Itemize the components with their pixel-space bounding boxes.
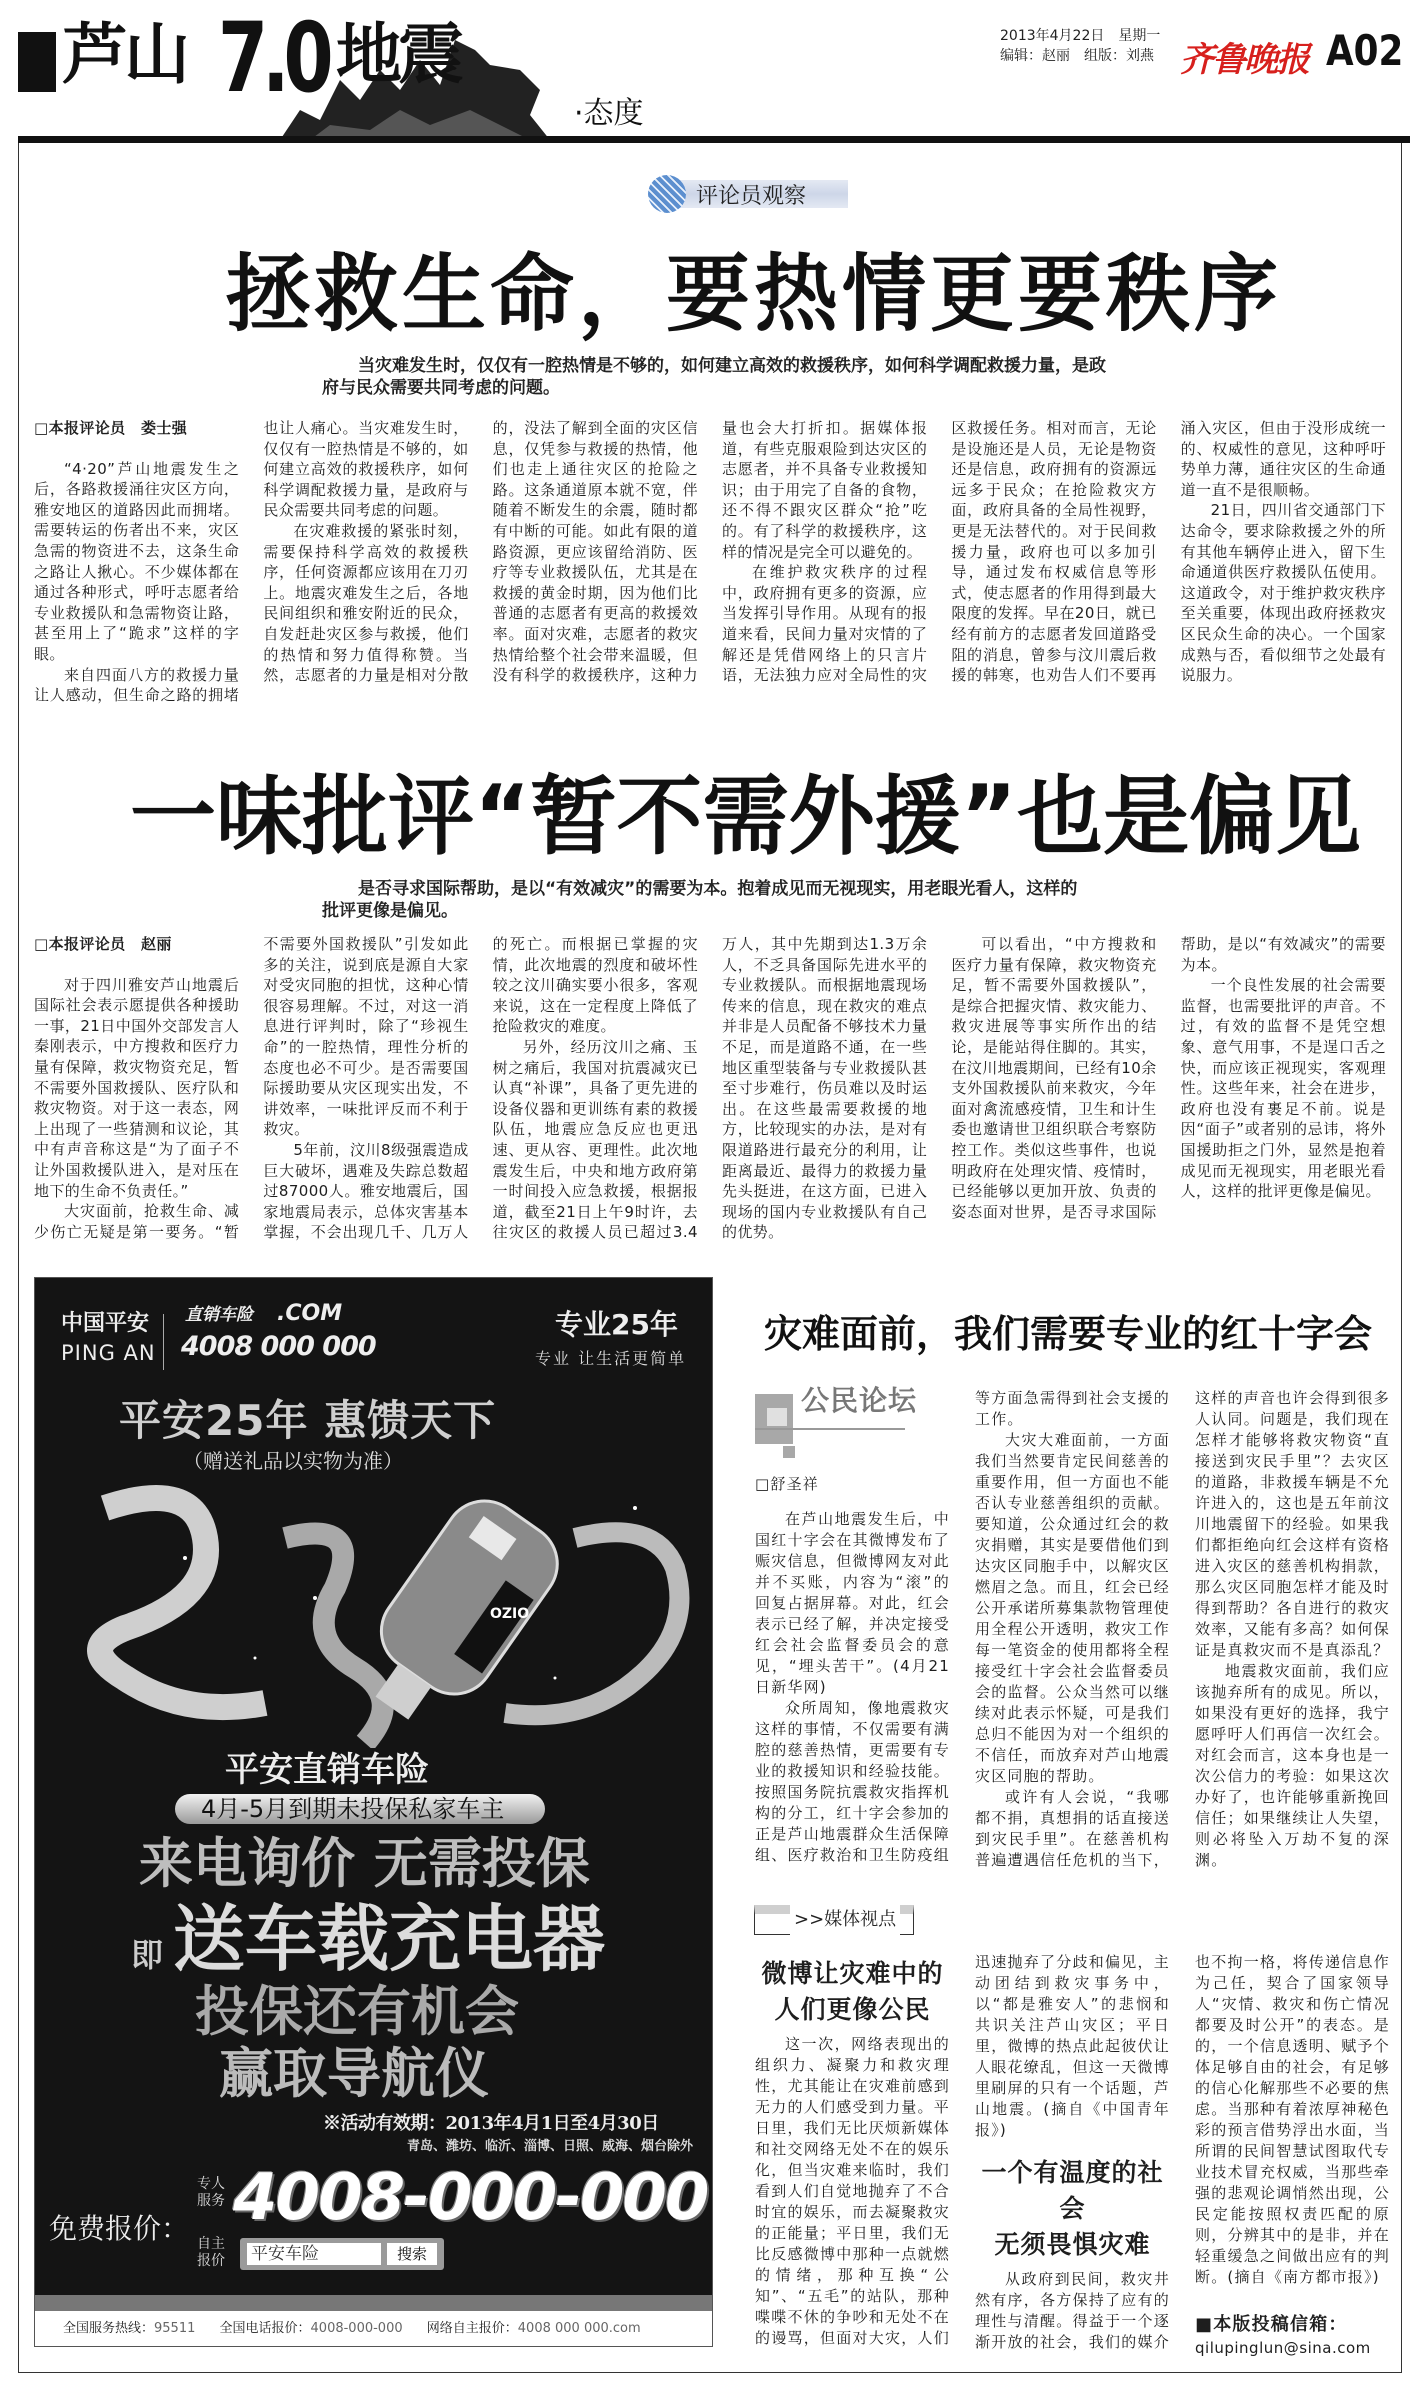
paragraph: 另外，经历汶川之痛、玉树之痛后，我国对抗震减灾已认真“补课”，具备了更先进的设备仪器和更训练有素的救援队伍，地震应急反应也更迅速、更从容、更理性。此次地震发生后，中央和地方政府第一时间投入应急救援，根据报道，截至21日上午9时许，去往灾区的救援人员已超过3.4万人，其中先期到达1.3万余人，不乏具备国际先进水平的专业救援队。而根据地震现场传来的信息，现在救灾的难点并非是人员配备不够技术力量不足，而是道路不通，在一些地区重型装备与专业救援队甚至寸步难行，伤员难以及时运出。在这些最需要救援的地方，比较现实的办法，是对有限道路进行最充分的利用，让距离最近、最得力的救援力量先头挺进，在这方面，已进入现场的国内专业救援队有自己的优势。 [492,935,928,1242]
media-item-title [975,2155,1170,2263]
article1-dek: 当灾难发生时，仅仅有一腔热情是不够的，如何建立高效的救援秩序，如何科学调配救援力量，是政府与民众需要共同考虑的问题。 [322,356,1106,398]
contact-email[interactable]: qilupinglun@sina.com [1195,2339,1371,2357]
redcross-byline: □舒圣祥 [755,1475,819,1493]
ad-line4: 赢取导航仪 [219,2042,489,2105]
paragraph: 可以看出，“中方搜救和医疗力量有保障，救灾物资充足，暂不需要外国救援队”，是综合把握灾情、救灾能力、救灾进展等事实所作出的结论，是能站得住脚的。其实，在汶川地震期间，已经有10余支外国救援队前来救灾，今年面对禽流感疫情，卫生和计生委也邀请世卫组织联合考察防控工作。类似这些事件，也说明政府在处理灾情、疫情时，已经能够以更加开放、负责的姿态面对世界，是否寻求国际帮助，是以“有效减灾”的需要为本。 [951,935,1386,1221]
logo-line [755,1428,905,1430]
title-line: 人们更像公民 [774,1995,931,2024]
issue-info [1000,26,1160,66]
article1-byline: □本报评论员 娄士强 [34,419,188,437]
ad-band [35,2295,713,2311]
ad-validity: ※活动有效期：2013年4月1日至4月30日 [323,2113,659,2134]
badge-label: 评论员观察 [696,183,807,209]
paragraph: 21日，四川省交通部门下达命令，要求除救援之外的所有其他车辆停止进入，留下生命通道供医疗救援队伍使用。这道政令，对于维护救灾秩序至关重要，体现出政府拯救灾区民众生命的决心。一个国家成熟与否，看似细节之处最有说服力。 [1180,501,1386,685]
column-label: 公民论坛 [801,1384,918,1417]
ad-line1: 来电询价 无需投保 [139,1832,590,1895]
paragraph: 对于四川雅安芦山地震后国际社会表示愿提供各种援助一事，21日中国外交部发言人秦刚表示，中方搜救和医疗力量有保障，救灾物资充足，暂不需要外国救援队、医疗队和救灾物资。对于这一表态，网上出现了一些猜测和议论，其中有声音称这是“为了面子不让外国救援队进入，是对压在地下的生命不负责任。” [34,975,240,1200]
title-line: 无须畏惧灾难 [994,2230,1151,2259]
media-item-text: 从政府到民间，救灾井然有序，各方保持了应有的理性与清醒。得益于一个逐渐开放的社会，我们的媒介也不拘一格，将传递信息作为己任，契合了国家领导人“灾情、救灾和伤亡情况都要及时公开”的表态。是的，一个信息透明、赋予个体足够自由的社会，有足够的信心化解那些不必要的焦虑。当那种有着浓厚神秘色彩的预言借势浮出水面，当所谓的民间智慧试图取代专业技术冒充权威，当那些牵强的悲观论调悄然出现，公民定能按照权责匹配的原则，分辨其中的是非，并在轻重缓急之间做出应有的判断。(摘自《南方都市报》) [975,1953,1390,2351]
page-number: A02 [1326,26,1404,75]
paragraph: 众所周知，像地震救灾这样的事情，不仅需要有满腔的慈善热情，更需要有专业的救援知识和经验技能。按照国务院抗震救灾指挥机构的分工，红十字会参加的正是芦山地震群众生活保障组、医疗救治和卫生防疫组等方面急需得到社会支援的工作。 [755,1389,1170,1864]
paragraph: 一个良性发展的社会需要监督，也需要批评的声音。不过，有效的监督不是凭空想象、意气用事，不是逞口舌之快，而应该正视现实，客观理性。这些年来，社会在进步，政府也没有裹足不前。说是因“面子”或者别的忌讳，将外国援助拒之门外，显然是抱着成见而无视现实，用老眼光看人，这样的批评更像是偏见。 [1180,976,1386,1201]
ad-self-quote-label: 自主报价 [197,2236,225,2269]
paragraph: 或许有人会说，“我哪都不捐，真想捐的话直接送到灾民手里”。在慈善机构普遍遭遇信任危机的当下，这样的声音也许会得到很多人认同。问题是，我们现在怎样才能够将救灾物资“直接送到灾民手里”？去灾区的道路，非救援车辆是不允许进入的，这也是五年前汶川地震留下的经验。如果我们都拒绝向红会这样有资格进入灾区的慈善机构捐款，那么灾区同胞怎样才能及时得到帮助？各自进行的救灾效率，又能有多高？如何保证是真救灾而不是真添乱？ [975,1389,1390,1869]
section-title-event: 地震 [336,16,460,93]
ad-pro-label: 专业25年 [555,1308,678,1341]
paragraph: 大灾面前，抢救生命、减少伤亡无疑是第一要务。“暂不需要外国救援队”引发如此多的关注，说到底是源自大家对受灾同胞的担忧，这种心情很容易理解。不过，对这一消息进行评判时，除了“珍视生命”的一腔热情，理性分析的态度也必不可少。是否需要国际援助要从灾区现实出发，不讲效率，一味批评反而不利于救灾。 [34,935,469,1241]
paragraph: 来自四面八方的救援力量让人感动，但生命之路的拥堵也让人痛心。当灾难发生时，仅仅有一腔热情是不够的，如何建立高效的救援秩序，如何科学调配救援力量，是政府与民众需要共同考虑的问题。 [34,419,469,705]
media-item-title [755,1956,950,2028]
article2-dek: 是否寻求国际帮助，是以“有效减灾”的需要为本。抱着成见而无视现实，用老眼光看人，这样的批评更像是偏见。 [322,879,1078,921]
newspaper-logo: 齐鲁晚报 [1180,40,1308,80]
ad-footer [35,2311,713,2347]
ad-product-name: 平安直销车险 [225,1750,429,1790]
ad-big-phone: 4008-000-000 [233,2161,708,2235]
ad-com-label: .COM [277,1301,343,1326]
contact-label: ■本版投稿信箱： [1195,2314,1348,2335]
ad-footer-value: 4008 000 000.com [517,2321,641,2336]
ad-logo-separator [163,1314,164,1370]
article1-body [34,418,1386,706]
ad-line3: 投保还有机会 [195,1980,519,2043]
ad-brand-cn: 中国平安 [61,1311,150,1336]
ad-service-label: 专人服务 [197,2176,225,2209]
editor-credit: 编辑：赵丽 组版：刘燕 [1000,48,1154,64]
paragraph: “4·20”芦山地震发生之后，各路救援涌往灾区方向，雅安地区的道路因此而拥堵。需要转运的伤者出不来，灾区急需的物资进不去，这条生命之路让人揪心。不少媒体都在通过各种形式，呼吁志愿者给专业救援队和急需物资让路，甚至用上了“跪求”这样的字眼。 [34,459,240,663]
ad-footer-label: 网络自主报价： [426,2321,518,2336]
pingan-advertisement [34,1277,713,2347]
redcross-headline: 灾难面前，我们需要专业的红十字会 [764,1312,1373,1356]
section-title-magnitude: 7.0 [218,2,328,114]
masthead-block [18,32,56,92]
ad-brand-en: PING AN [61,1341,156,1365]
media-views-label: >>媒体视点 [790,1905,900,1935]
paragraph: 地震救灾面前，我们应该抛弃所有的成见。所以，如果没有更好的选择，我宁愿呼吁人们再信一次红会。对红会而言，这本身也是一次公信力的考验：如果这次办好了，也许能够重新挽回信任；如果继续让人失望，则必将坠入万劫不复的深渊。 [1195,1662,1390,1869]
ad-line2-prefix: 即 [131,1936,164,1974]
ad-direct-label: 直销车险 [185,1305,253,1325]
ad-line2: 送车载充电器 [173,1897,606,1981]
paragraph: 5年前，汶川8级强震造成巨大破坏，遇难及失踪总数超过87000人。雅安地震后，国家地震局表示，总体灾害基本掌握，不会出现几千、几万人的死亡。而根据已掌握的灾情，此次地震的烈度和破坏性较之汶川确实要小很多，客观来说，这在一定程度上降低了抢险救灾的难度。 [263,935,698,1242]
media-views-body [755,1952,1390,2359]
article2-body [34,934,1386,1243]
ad-footer-value: 4008-000-000 [310,2321,403,2336]
ad-slogan: 专业 让生活更简单 [535,1349,687,1368]
subsection-label: ·态度 [574,96,644,131]
ribbon-and-charger-image [35,1478,713,1748]
paragraph: 在维护救灾秩序的过程中，政府拥有更多的资源，应当发挥引导作用。从现有的报道来看，民间力量对灾情的了解还是凭借网络上的只言片语，无法独力应对全局性的灾区救援任务。相对而言，无论是设施还是人员，无论是物资还是信息，政府拥有的资源远远多于民众；在抢险救灾方面，政府具备的全局性视野，更是无法替代的。对于民间救援力量，政府也可以多加引导，通过发布权威信息等形式，使志愿者的作用得到最大限度的发挥。早在20日，就已经有前方的志愿者发回道路受阻的消息，曾参与汶川震后救援的韩寒，也劝告人们不要再涌入灾区，但由于没形成统一的、权威性的意见，这种呼吁势单力薄，通往灾区的生命通道一直不是很顺畅。 [721,419,1386,685]
title-line: 微博让灾难中的 [761,1959,944,1988]
issue-date: 2013年4月22日 星期一 [1000,28,1161,44]
globe-icon [648,175,686,213]
header-rule [18,136,1410,143]
ad-note: （赠送礼品以实物为准） [183,1449,403,1473]
title-line: 一个有温度的社会 [981,2158,1164,2223]
ad-top-phone: 4008 000 000 [181,1331,376,1362]
paragraph: 在灾难救援的紧张时刻，需要保持科学高效的救援秩序，任何资源都应该用在刀刃上。地震灾难发生之后，各地民间组织和雅安附近的民众，自发赶赴灾区参与救援，他们的热情和努力值得称赞。当然，志愿者的力量是相对分散的，没法了解到全面的灾区信息，仅凭参与救援的热情，他们也走上通往灾区的抢险之路。这条通道原本就不宽，伴随着不断发生的余震，随时都有中断的可能。如此有限的道路资源，更应该留给消防、医疗等专业救援队伍，尤其是在救援的黄金时期，因为他们比普通的志愿者有更高的救援效率。面对灾难，志愿者的救灾热情给整个社会带来温暖，但没有科学的救援秩序，这种力量也会大打折扣。据媒体报道，有些克服艰险到达灾区的志愿者，并不具备专业救援知识；由于用完了自备的食物，还不得不跟灾区群众“抢”吃的。有了科学的救援秩序，这样的情况是完全可以避免的。 [263,419,928,685]
article2-byline: □本报评论员 赵丽 [34,935,172,953]
ad-excluded-cities: 青岛、潍坊、临沂、淄博、日照、威海、烟台除外 [407,2139,694,2154]
logo-square [767,1408,787,1426]
citizen-forum-logo [755,1384,950,1468]
article1-headline: 拯救生命，要热情更要秩序 [226,245,1283,343]
ad-footer-value: 95511 [154,2321,196,2336]
ad-search-input: 平安车险 [247,2243,381,2265]
ad-headline: 平安25年 惠馈天下 [119,1396,497,1445]
article2-headline: 一味批评“暂不需外援”也是偏见 [130,767,1362,867]
commentator-badge [648,174,848,214]
paragraph: 在芦山地震发生后，中国红十字会在其微博发布了赈灾信息，但微博网友对此并不买账，内容为“滚”的回复占据屏幕。对此，红会表示已经了解，并决定接受红会社会监督委员会的意见，“埋头苦干”。(4月21日新华网) [755,1510,950,1696]
ad-pill-text: 4月-5月到期未投保私家车主 [201,1795,505,1823]
ad-search-button: 搜索 [387,2243,437,2265]
media-item-text: 这一次，网络表现出的组织力、凝聚力和救灾理性，尤其能让在灾难前感到无力的人们感受到力量。平日里，我们无比厌烦新媒体和社交网络无处不在的娱乐化，但当灾难来临时，我们看到人们自觉地抛弃了不合时宜的娱乐，而去凝聚救灾的正能量；平日里，我们无比反感微博中那种一点就燃的情绪，那种互换“公知”、“五毛”的站队，那种喋喋不休的争吵和无处不在的谩骂，但面对大灾，人们迅速抛弃了分歧和偏见，主动团结到救灾事务中，以“都是雅安人”的悲悯和共识关注芦山灾区；平日里，微博的热点此起彼伏让人眼花缭乱，但这一天微博里刷屏的只有一个话题，芦山地震。(摘自《中国青年报》) [755,1953,1170,2347]
paragraph: 大灾大难面前，一方面我们当然要肯定民间慈善的重要作用，但一方面也不能否认专业慈善组织的贡献。要知道，公众通过红会的救灾捐赠，其实是要借他们到达灾区同胞手中，以解灾区燃眉之急。而且，红会已经公开承诺所募集款物管理使用全程公开透明，救灾工作每一笔资金的使用都将全程接受红十字会社会监督委员会的监督。公众当然可以继续对此表示怀疑，可是我们总归不能因为对一个组织的不信任，而放弃对芦山地震灾区同胞的帮助。 [975,1431,1170,1785]
redcross-body [755,1384,1390,1871]
product-brand-text: OZIO [490,1606,530,1622]
ad-footer-label: 全国服务热线： [63,2321,155,2336]
ad-free-quote: 免费报价： [49,2212,190,2245]
logo-square [783,1446,795,1458]
ad-footer-label: 全国电话报价： [219,2321,311,2336]
section-title-place: 芦山 [62,16,186,93]
